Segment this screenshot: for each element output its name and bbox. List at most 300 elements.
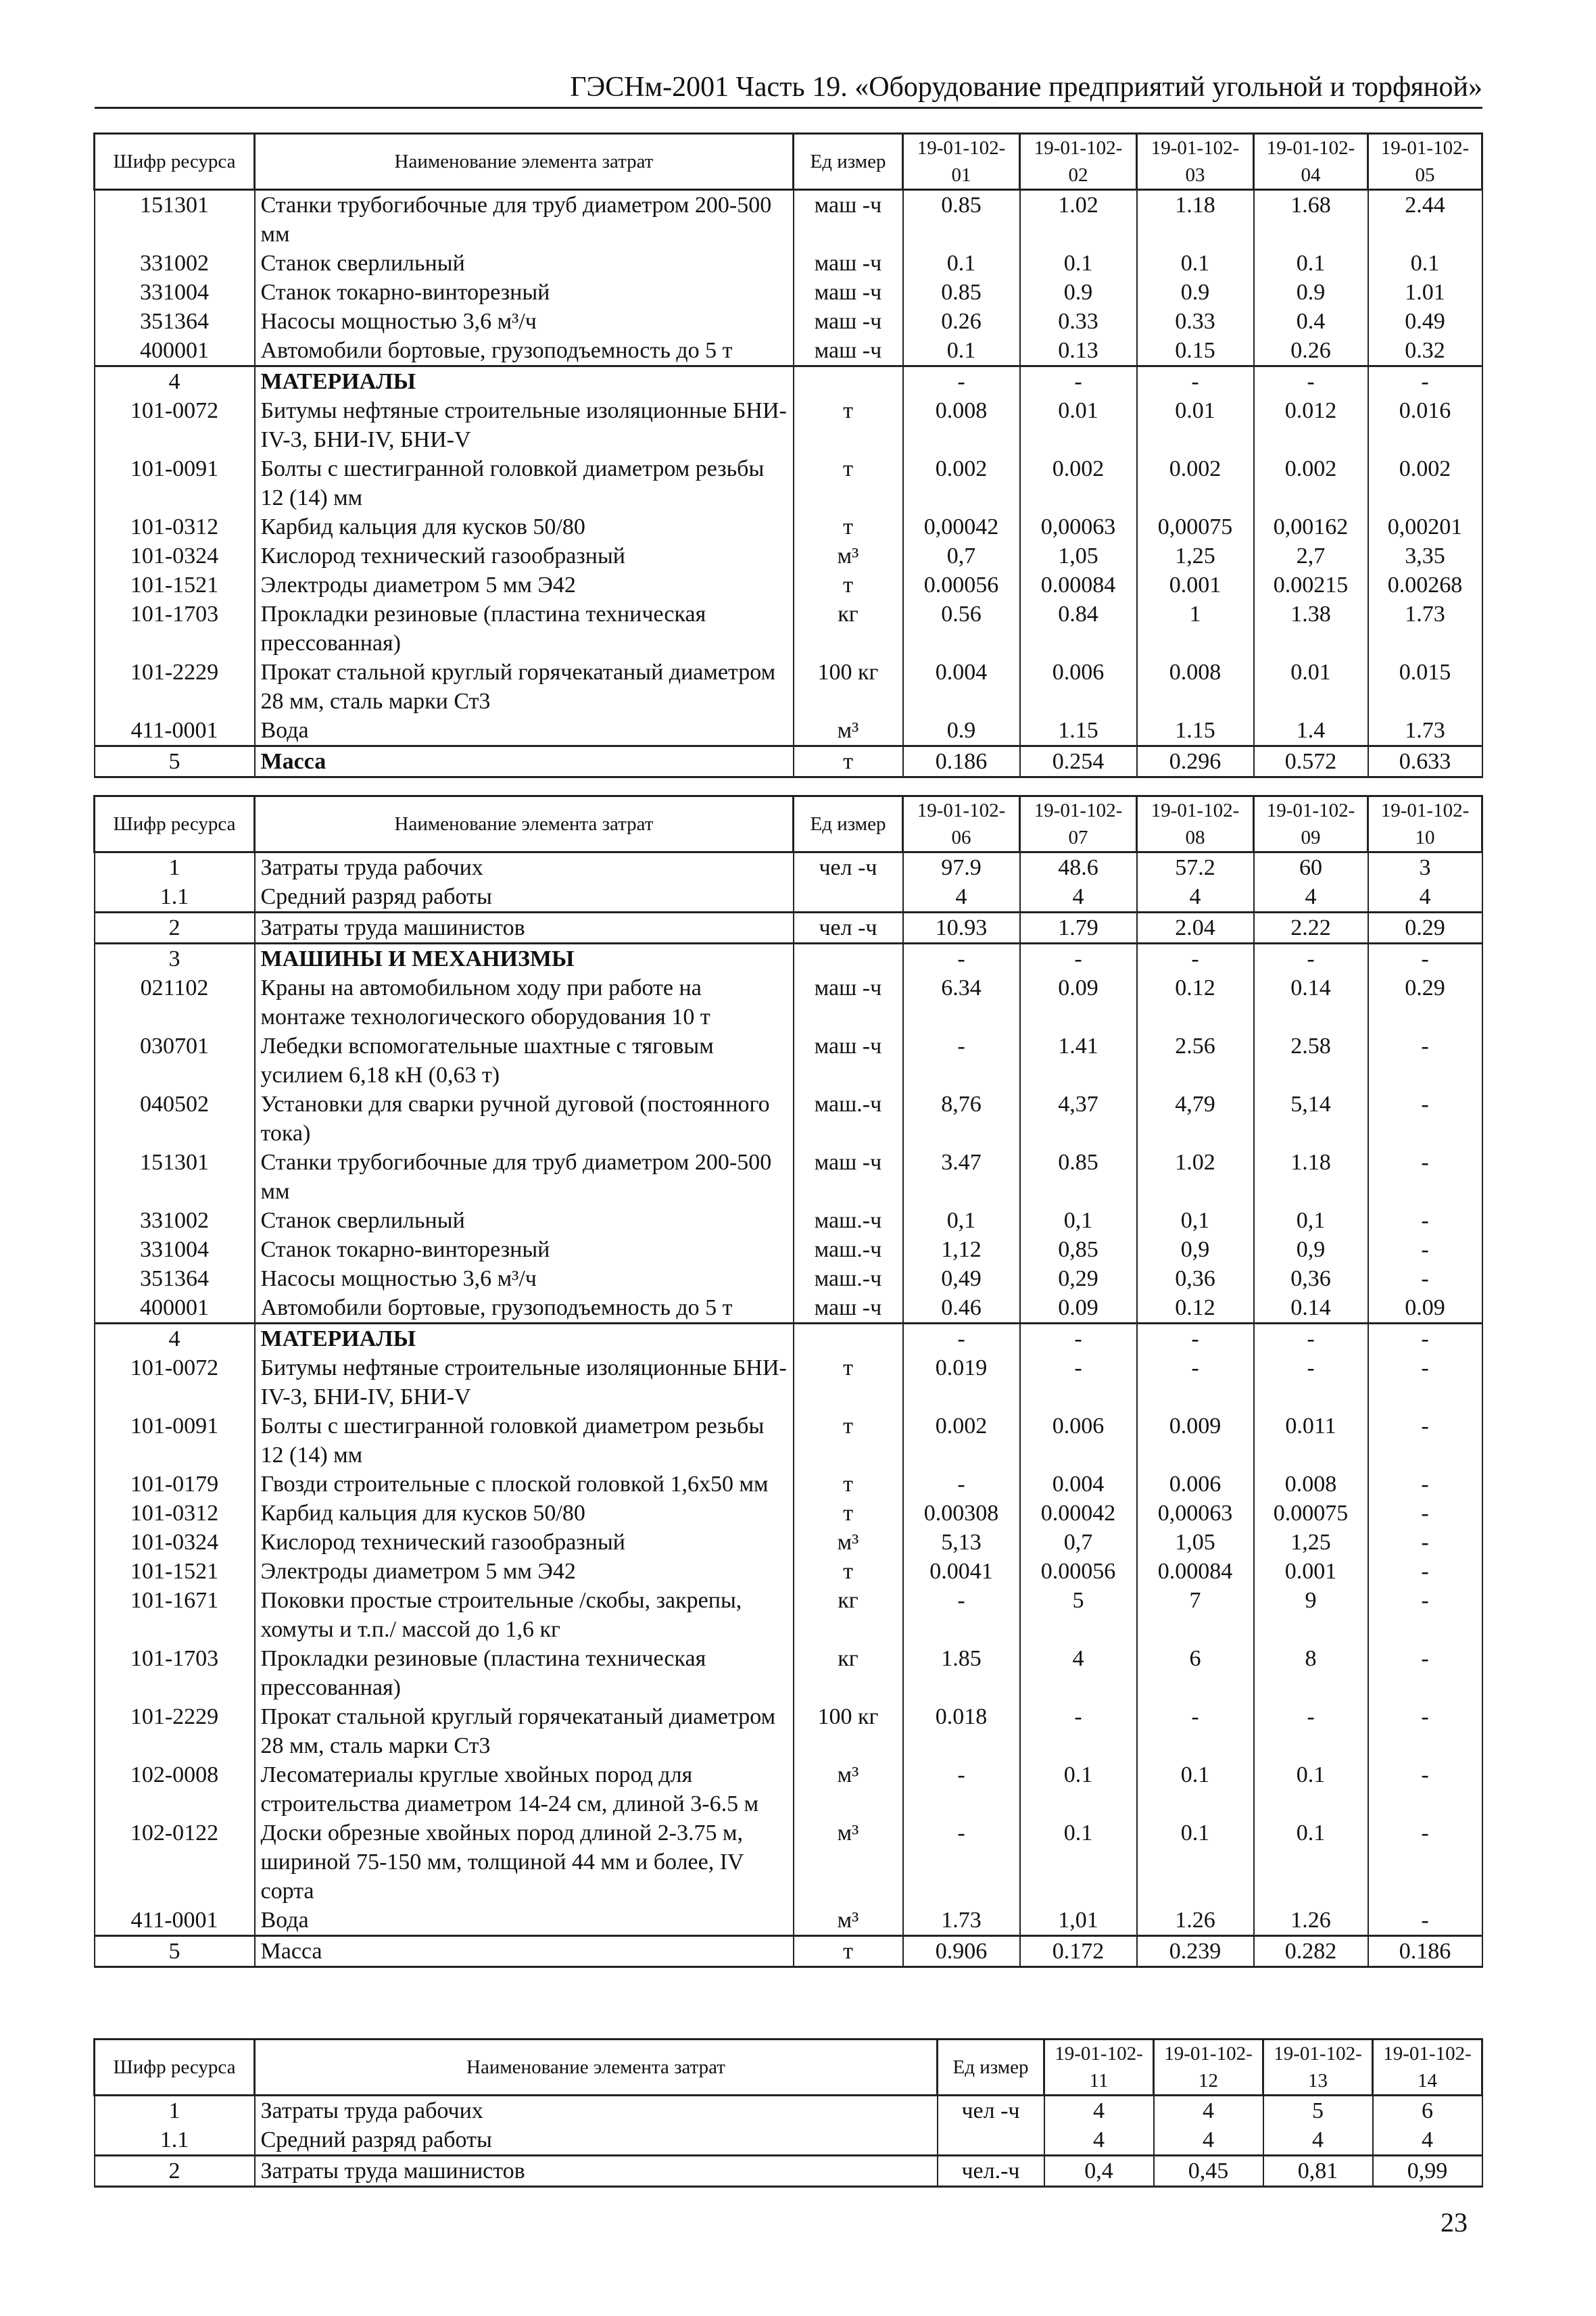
header-norm-code: 19-01-102-10 [1368, 796, 1482, 852]
value-cell: 0.1 [1254, 1818, 1368, 1906]
resource-name: Карбид кальция для кусков 50/80 [255, 512, 794, 541]
value-cell: 0,85 [1020, 1235, 1137, 1264]
resource-code: 101-1703 [95, 600, 255, 658]
value-cell: 0.008 [903, 396, 1020, 454]
page-number: 23 [1441, 2207, 1468, 2238]
header-code: Шифр ресурса [95, 134, 255, 190]
value-cell: 0,7 [1020, 1528, 1137, 1557]
table-row [95, 1353, 1482, 1412]
value-cell: 1.26 [1137, 1906, 1254, 1936]
resource-name: Электроды диаметром 5 мм Э42 [255, 571, 794, 600]
unit-cell: 100 кг [794, 658, 903, 716]
unit-cell: м³ [794, 1818, 903, 1906]
resource-code: 1.1 [95, 882, 255, 913]
value-cell: - [903, 366, 1020, 397]
header-norm-code: 19-01-102-05 [1368, 134, 1482, 190]
value-cell: - [1368, 1906, 1482, 1936]
resource-code: 411-0001 [95, 1906, 255, 1936]
resource-name: Болты с шестигранной головкой диаметром резьбы 12 (14) мм [255, 1412, 794, 1470]
resource-name: Средний разряд работы [255, 2125, 938, 2156]
value-cell: 6.34 [903, 973, 1020, 1032]
value-cell: 0.09 [1020, 973, 1137, 1032]
resource-code: 331002 [95, 1206, 255, 1235]
value-cell: 1.15 [1137, 716, 1254, 746]
table-row [95, 973, 1482, 1032]
value-cell: 4 [1044, 2096, 1154, 2126]
value-cell: 0.1 [1137, 1760, 1254, 1818]
value-cell: - [1254, 366, 1368, 397]
section-row [95, 1936, 1482, 1967]
resource-code: 102-0008 [95, 1760, 255, 1818]
unit-cell: маш -ч [794, 973, 903, 1032]
unit-cell: маш.-ч [794, 1235, 903, 1264]
table-row [95, 1235, 1482, 1264]
value-cell: 1.02 [1137, 1148, 1254, 1206]
value-cell: 4 [1373, 2125, 1482, 2156]
resource-name: Автомобили бортовые, грузоподъемность до 5 т [255, 336, 794, 366]
value-cell: - [1368, 1235, 1482, 1264]
value-cell: - [1137, 366, 1254, 397]
value-cell: 1.18 [1254, 1148, 1368, 1206]
resource-name: Станки трубогибочные для труб диаметром 200-500 мм [255, 190, 794, 249]
table-row [95, 1293, 1482, 1324]
value-cell: 6 [1373, 2096, 1482, 2126]
header-unit: Ед измер [794, 796, 903, 852]
value-cell: 0,4 [1044, 2156, 1154, 2187]
resource-code: 101-1671 [95, 1586, 255, 1644]
value-cell: 0.008 [1254, 1470, 1368, 1499]
value-cell: 0.1 [1254, 249, 1368, 278]
header-norm-code: 19-01-102-09 [1254, 796, 1368, 852]
value-cell: 0.9 [1137, 278, 1254, 307]
value-cell: 1,12 [903, 1235, 1020, 1264]
value-cell: 0.33 [1137, 307, 1254, 336]
value-cell: 0.00215 [1254, 571, 1368, 600]
unit-cell: маш -ч [794, 249, 903, 278]
value-cell: 8,76 [903, 1090, 1020, 1148]
value-cell: 0.00042 [1020, 1499, 1137, 1528]
table-row [95, 541, 1482, 571]
value-cell: 0.002 [1368, 454, 1482, 512]
resource-code: 3 [95, 944, 255, 974]
value-cell: 2.58 [1254, 1032, 1368, 1090]
table-row [95, 658, 1482, 716]
resource-name: Прокат стальной круглый горячекатаный диаметром 28 мм, сталь марки Ст3 [255, 658, 794, 716]
value-cell: 0.572 [1254, 746, 1368, 777]
resource-code: 5 [95, 746, 255, 777]
value-cell: 0.14 [1254, 1293, 1368, 1324]
value-cell: 0,00042 [903, 512, 1020, 541]
unit-cell: чел.-ч [938, 2156, 1044, 2187]
value-cell: - [1368, 1586, 1482, 1644]
resource-name: Насосы мощностью 3,6 м³/ч [255, 307, 794, 336]
value-cell: 0.008 [1137, 658, 1254, 716]
resource-code: 101-1703 [95, 1644, 255, 1702]
value-cell: 0.006 [1020, 1412, 1137, 1470]
value-cell: 1,05 [1137, 1528, 1254, 1557]
unit-cell: т [794, 746, 903, 777]
header-norm-code: 19-01-102-07 [1020, 796, 1137, 852]
value-cell: 8 [1254, 1644, 1368, 1702]
resource-code: 331004 [95, 1235, 255, 1264]
value-cell: 0,1 [903, 1206, 1020, 1235]
unit-cell: маш -ч [794, 1148, 903, 1206]
resource-name: Станок токарно-винторезный [255, 1235, 794, 1264]
resource-code: 351364 [95, 307, 255, 336]
header-norm-code: 19-01-102-13 [1263, 2040, 1373, 2096]
value-cell: 1.01 [1368, 278, 1482, 307]
table-row [95, 882, 1482, 913]
value-cell: - [1368, 1557, 1482, 1586]
value-cell: 0,9 [1137, 1235, 1254, 1264]
unit-cell: м³ [794, 716, 903, 746]
value-cell: 1.15 [1020, 716, 1137, 746]
value-cell: 9 [1254, 1586, 1368, 1644]
value-cell: 0.12 [1137, 973, 1254, 1032]
resource-code: 101-2229 [95, 658, 255, 716]
resource-code: 021102 [95, 973, 255, 1032]
unit-cell: маш -ч [794, 307, 903, 336]
value-cell: 0.85 [1020, 1148, 1137, 1206]
value-cell: 0.004 [903, 658, 1020, 716]
value-cell: 0.85 [903, 278, 1020, 307]
resource-name: Масса [255, 746, 794, 777]
resource-name: МАТЕРИАЛЫ [255, 1324, 794, 1354]
resource-name: Битумы нефтяные строительные изоляционные БНИ-IV-3, БНИ-IV, БНИ-V [255, 1353, 794, 1412]
resource-code: 101-1521 [95, 1557, 255, 1586]
value-cell: 0,81 [1263, 2156, 1373, 2187]
value-cell: 0.001 [1254, 1557, 1368, 1586]
value-cell: - [1020, 1702, 1137, 1760]
resource-code: 040502 [95, 1090, 255, 1148]
value-cell: 2.44 [1368, 190, 1482, 249]
resource-code: 4 [95, 1324, 255, 1354]
value-cell: - [1368, 1644, 1482, 1702]
value-cell: 0.00268 [1368, 571, 1482, 600]
resource-name: Затраты труда машинистов [255, 913, 794, 944]
resource-code: 101-0324 [95, 1528, 255, 1557]
value-cell: 1,05 [1020, 541, 1137, 571]
value-cell: 5,13 [903, 1528, 1020, 1557]
value-cell: - [1368, 1528, 1482, 1557]
value-cell: 0.186 [1368, 1936, 1482, 1967]
resource-code: 101-0091 [95, 454, 255, 512]
value-cell: 1.73 [903, 1906, 1020, 1936]
table-row [95, 716, 1482, 746]
unit-cell: маш -ч [794, 190, 903, 249]
value-cell: - [1368, 1206, 1482, 1235]
resource-name: Краны на автомобильном ходу при работе на монтаже технологического оборудования 10 т [255, 973, 794, 1032]
value-cell: - [1368, 1148, 1482, 1206]
unit-cell: т [794, 1936, 903, 1967]
value-cell: - [1368, 1264, 1482, 1293]
table-row [95, 1206, 1482, 1235]
table-row [95, 1702, 1482, 1760]
value-cell: 1.02 [1020, 190, 1137, 249]
value-cell: 0.1 [1137, 1818, 1254, 1906]
header-code: Шифр ресурса [95, 2040, 255, 2096]
value-cell: 0.633 [1368, 746, 1482, 777]
value-cell: 0.006 [1137, 1470, 1254, 1499]
header-norm-code: 19-01-102-01 [903, 134, 1020, 190]
value-cell: 0.016 [1368, 396, 1482, 454]
resource-name: Поковки простые строительные /скобы, закрепы, хомуты и т.п./ массой до 1,6 кг [255, 1586, 794, 1644]
value-cell: 0.9 [903, 716, 1020, 746]
resource-code: 400001 [95, 336, 255, 366]
value-cell: 0.1 [903, 336, 1020, 366]
resource-name: Станок сверлильный [255, 249, 794, 278]
resource-name: Прокат стальной круглый горячекатаный диаметром 28 мм, сталь марки Ст3 [255, 1702, 794, 1760]
unit-cell: чел -ч [794, 852, 903, 883]
value-cell: - [1368, 944, 1482, 974]
value-cell: - [1368, 366, 1482, 397]
value-cell: - [903, 944, 1020, 974]
unit-cell: т [794, 571, 903, 600]
value-cell: 4 [903, 882, 1020, 913]
value-cell: - [903, 1324, 1020, 1354]
resource-code: 5 [95, 1936, 255, 1967]
value-cell: 0.01 [1254, 658, 1368, 716]
value-cell: 4 [1368, 882, 1482, 913]
resource-code: 4 [95, 366, 255, 397]
table-row [95, 852, 1482, 883]
value-cell: - [1137, 1324, 1254, 1354]
value-cell: 0.018 [903, 1702, 1020, 1760]
section-row [95, 944, 1482, 974]
table-row [95, 1264, 1482, 1293]
value-cell: 0.09 [1020, 1293, 1137, 1324]
value-cell: - [903, 1032, 1020, 1090]
unit-cell: м³ [794, 1528, 903, 1557]
unit-cell: т [794, 1412, 903, 1470]
resource-code: 331004 [95, 278, 255, 307]
resource-code: 030701 [95, 1032, 255, 1090]
value-cell: 0.002 [903, 454, 1020, 512]
unit-cell: кг [794, 600, 903, 658]
header-norm-code: 19-01-102-06 [903, 796, 1020, 852]
value-cell: 0.004 [1020, 1470, 1137, 1499]
value-cell: 4 [1263, 2125, 1373, 2156]
value-cell: 4 [1020, 882, 1137, 913]
header-code: Шифр ресурса [95, 796, 255, 852]
value-cell: 0.00308 [903, 1499, 1020, 1528]
resource-table-3 [93, 2038, 1483, 2188]
value-cell: - [1137, 944, 1254, 974]
value-cell: 5,14 [1254, 1090, 1368, 1148]
value-cell: 0.001 [1137, 571, 1254, 600]
value-cell: 4 [1020, 1644, 1137, 1702]
header-norm-code: 19-01-102-03 [1137, 134, 1254, 190]
value-cell: - [903, 1470, 1020, 1499]
resource-name: Гвозди строительные с плоской головкой 1,6х50 мм [255, 1470, 794, 1499]
unit-cell: маш.-ч [794, 1090, 903, 1148]
value-cell: 0.012 [1254, 396, 1368, 454]
value-cell: 0,1 [1137, 1206, 1254, 1235]
table-row [95, 2125, 1482, 2156]
resource-code: 151301 [95, 190, 255, 249]
value-cell: 0,00075 [1137, 512, 1254, 541]
header-unit: Ед измер [938, 2040, 1044, 2096]
value-cell: - [1368, 1412, 1482, 1470]
table-row [95, 249, 1482, 278]
value-cell: - [1020, 366, 1137, 397]
value-cell: 0.49 [1368, 307, 1482, 336]
value-cell: - [1368, 1702, 1482, 1760]
resource-name: Затраты труда машинистов [255, 2156, 938, 2187]
value-cell: 3.47 [903, 1148, 1020, 1206]
table-row [95, 512, 1482, 541]
unit-cell: м³ [794, 1906, 903, 1936]
value-cell: 1.85 [903, 1644, 1020, 1702]
value-cell: 0.296 [1137, 746, 1254, 777]
value-cell: 0,99 [1373, 2156, 1482, 2187]
unit-cell: маш.-ч [794, 1264, 903, 1293]
running-header: ГЭСНм-2001 Часть 19. «Оборудование предприятий угольной и торфяной» [95, 68, 1482, 109]
value-cell: 0.002 [1137, 454, 1254, 512]
value-cell: 0.1 [1020, 1818, 1137, 1906]
value-cell: 10.93 [903, 913, 1020, 944]
value-cell: - [1368, 1353, 1482, 1412]
unit-cell [794, 1324, 903, 1354]
table-row [95, 1090, 1482, 1148]
value-cell: 0.011 [1254, 1412, 1368, 1470]
value-cell: 0.01 [1137, 396, 1254, 454]
value-cell: 1.79 [1020, 913, 1137, 944]
value-cell: 0.26 [903, 307, 1020, 336]
value-cell: 7 [1137, 1586, 1254, 1644]
value-cell: - [1368, 1499, 1482, 1528]
value-cell: 0,00201 [1368, 512, 1482, 541]
value-cell: 1,25 [1254, 1528, 1368, 1557]
resource-code: 400001 [95, 1293, 255, 1324]
unit-cell: 100 кг [794, 1702, 903, 1760]
unit-cell: т [794, 396, 903, 454]
value-cell: 0.33 [1020, 307, 1137, 336]
section-row [95, 366, 1482, 397]
resource-name: Болты с шестигранной головкой диаметром резьбы 12 (14) мм [255, 454, 794, 512]
header-norm-code: 19-01-102-02 [1020, 134, 1137, 190]
table-row [95, 396, 1482, 454]
value-cell: 0.00084 [1020, 571, 1137, 600]
value-cell: 0.56 [903, 600, 1020, 658]
table-row [95, 1760, 1482, 1818]
resource-code: 101-0091 [95, 1412, 255, 1470]
resource-name: Кислород технический газообразный [255, 1528, 794, 1557]
table-row [95, 1528, 1482, 1557]
value-cell: 1,01 [1020, 1906, 1137, 1936]
value-cell: 0.1 [1020, 1760, 1137, 1818]
unit-cell: м³ [794, 1760, 903, 1818]
table-row [95, 190, 1482, 249]
value-cell: 0.00056 [903, 571, 1020, 600]
section-row [95, 2156, 1482, 2187]
unit-cell: м³ [794, 541, 903, 571]
resource-code: 101-0072 [95, 396, 255, 454]
value-cell: - [1137, 1353, 1254, 1412]
value-cell: 0.29 [1368, 973, 1482, 1032]
value-cell: 0.85 [903, 190, 1020, 249]
value-cell: - [1137, 1702, 1254, 1760]
table-row [95, 1412, 1482, 1470]
value-cell: 0.006 [1020, 658, 1137, 716]
value-cell: 4 [1154, 2125, 1263, 2156]
value-cell: 0.01 [1020, 396, 1137, 454]
resource-name: Битумы нефтяные строительные изоляционные БНИ-IV-3, БНИ-IV, БНИ-V [255, 396, 794, 454]
resource-table-2 [93, 795, 1483, 1968]
table-row [95, 278, 1482, 307]
value-cell: - [1368, 1818, 1482, 1906]
value-cell: 0,7 [903, 541, 1020, 571]
unit-cell: маш.-ч [794, 1206, 903, 1235]
value-cell: 0.13 [1020, 336, 1137, 366]
value-cell: 60 [1254, 852, 1368, 883]
value-cell: - [1254, 944, 1368, 974]
value-cell: 6 [1137, 1644, 1254, 1702]
value-cell: - [1254, 1702, 1368, 1760]
resource-code: 1.1 [95, 2125, 255, 2156]
resource-code: 101-0072 [95, 1353, 255, 1412]
value-cell: - [1254, 1353, 1368, 1412]
value-cell: - [903, 1586, 1020, 1644]
value-cell: 0,1 [1020, 1206, 1137, 1235]
unit-cell: чел -ч [938, 2096, 1044, 2126]
value-cell: 0,9 [1254, 1235, 1368, 1264]
table-row [95, 2096, 1482, 2126]
header-name: Наименование элемента затрат [255, 134, 794, 190]
value-cell: 3,35 [1368, 541, 1482, 571]
value-cell: 1.26 [1254, 1906, 1368, 1936]
value-cell: - [1368, 1324, 1482, 1354]
resource-code: 151301 [95, 1148, 255, 1206]
value-cell: 5 [1020, 1586, 1137, 1644]
section-row [95, 746, 1482, 777]
value-cell: 97.9 [903, 852, 1020, 883]
resource-code: 2 [95, 913, 255, 944]
resource-code: 411-0001 [95, 716, 255, 746]
value-cell: 4,79 [1137, 1090, 1254, 1148]
unit-cell: маш -ч [794, 336, 903, 366]
value-cell: 4 [1044, 2125, 1154, 2156]
table-row [95, 1148, 1482, 1206]
value-cell: 0.0041 [903, 1557, 1020, 1586]
value-cell: - [1254, 1324, 1368, 1354]
value-cell: 0,00162 [1254, 512, 1368, 541]
resource-name: Прокладки резиновые (пластина техническая прессованная) [255, 600, 794, 658]
unit-cell: кг [794, 1586, 903, 1644]
value-cell: - [1368, 1470, 1482, 1499]
unit-cell: т [794, 1499, 903, 1528]
resource-code: 102-0122 [95, 1818, 255, 1906]
resource-name: Автомобили бортовые, грузоподъемность до 5 т [255, 1293, 794, 1324]
resource-name: Вода [255, 716, 794, 746]
value-cell: 0.14 [1254, 973, 1368, 1032]
table-row [95, 1906, 1482, 1936]
resource-name: Станки трубогибочные для труб диаметром 200-500 мм [255, 1148, 794, 1206]
resource-name: МАТЕРИАЛЫ [255, 366, 794, 397]
resource-code: 1 [95, 2096, 255, 2126]
header-norm-code: 19-01-102-04 [1254, 134, 1368, 190]
header-name: Наименование элемента затрат [255, 2040, 938, 2096]
header-norm-code: 19-01-102-12 [1154, 2040, 1263, 2096]
value-cell: 0,29 [1020, 1264, 1137, 1293]
section-row [95, 1324, 1482, 1354]
value-cell: 0.00056 [1020, 1557, 1137, 1586]
value-cell: 0,00063 [1020, 512, 1137, 541]
table-row [95, 1032, 1482, 1090]
resource-code: 101-0312 [95, 1499, 255, 1528]
value-cell: - [903, 1818, 1020, 1906]
unit-cell [794, 366, 903, 397]
